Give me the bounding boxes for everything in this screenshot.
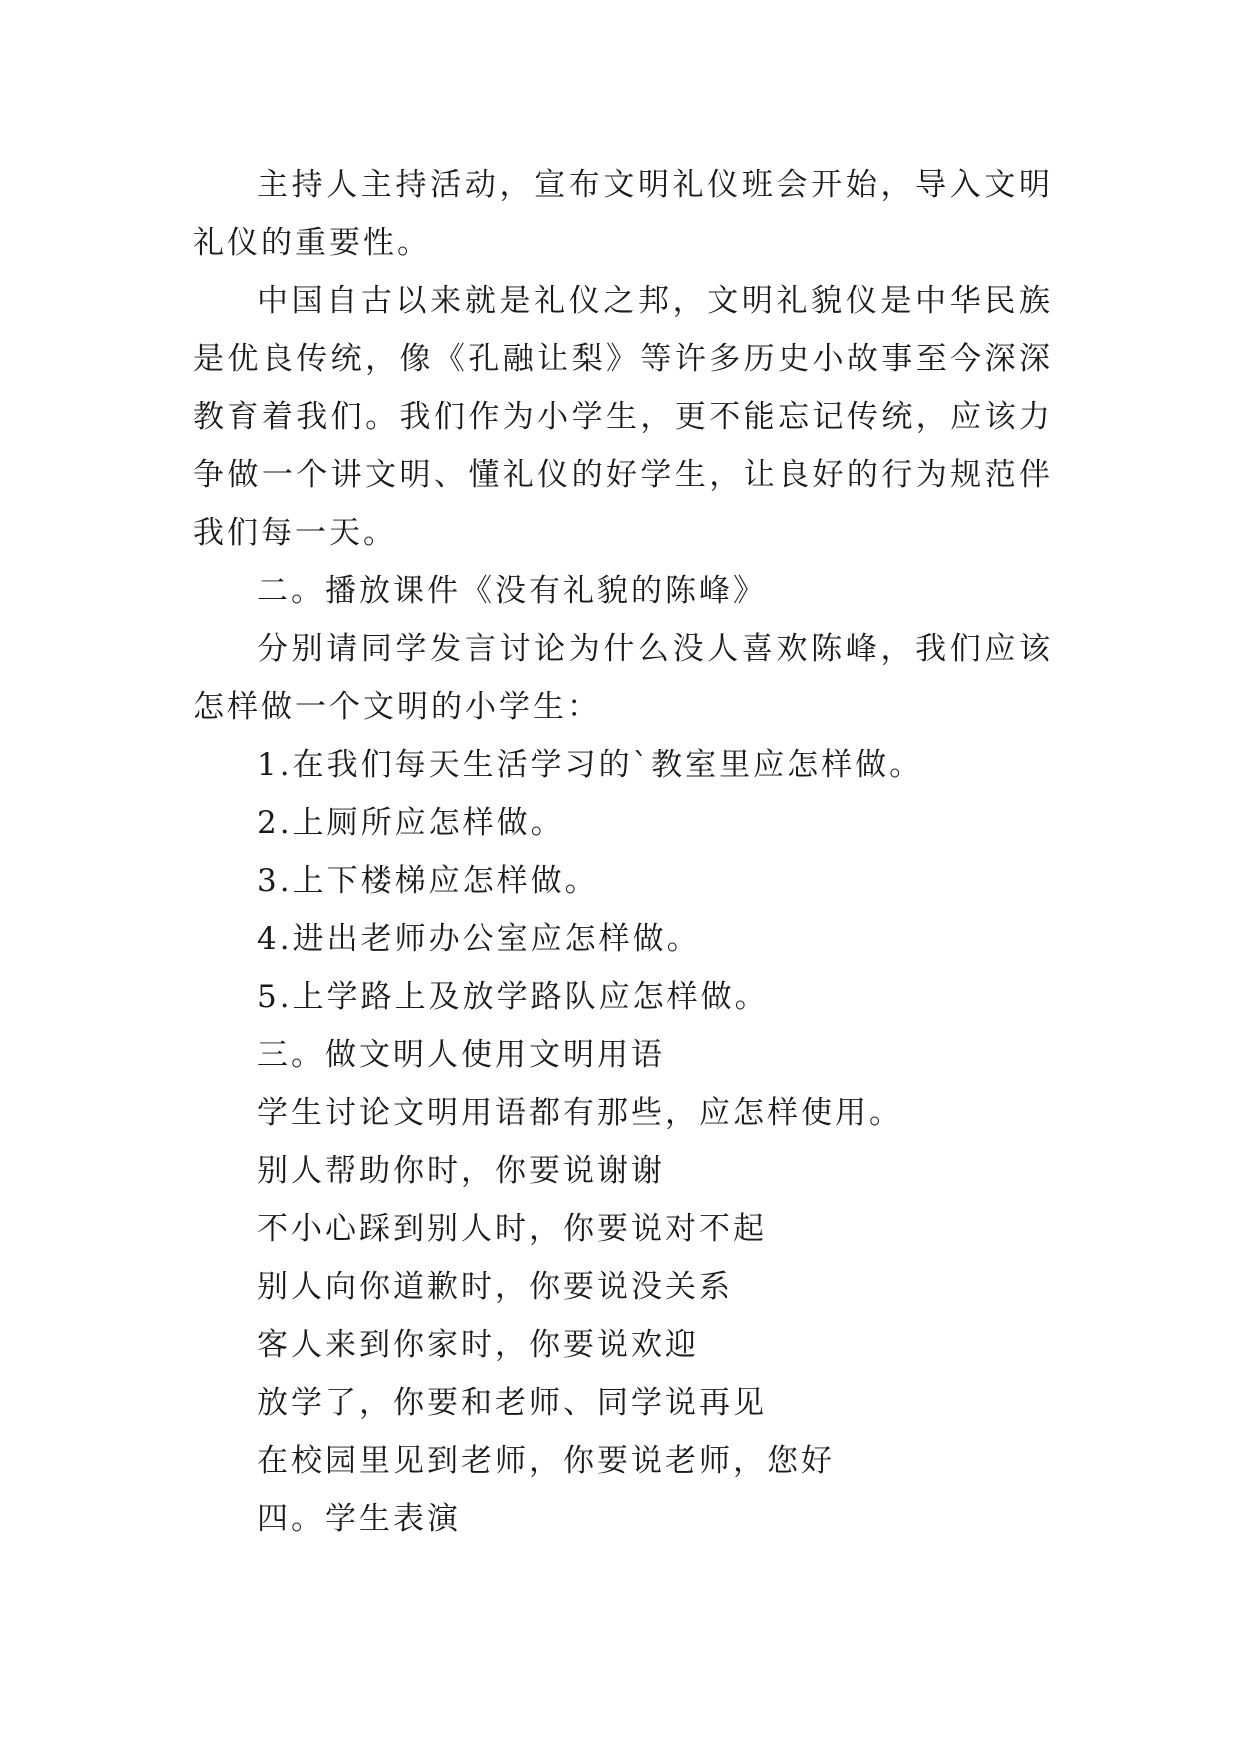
phrase-line: 在校园里见到老师，你要说老师，您好 bbox=[257, 1443, 835, 1479]
paragraph-line: 学生讨论文明用语都有那些，应怎样使用。 bbox=[257, 1095, 903, 1131]
list-item: 2.上厕所应怎样做。 bbox=[257, 805, 565, 841]
paragraph-tradition: 中国自古以来就是礼仪之邦，文明礼貌仪是中华民族是优良传统，像《孔融让梨》等许多历史小故事至今深深教育着我们。我们作为小学生，更不能忘记传统，应该力争做一个讲文明、懂礼仪的好学生，让良好的行为规范伴我们每一天。 bbox=[193, 283, 1053, 551]
list-item: 5.上学路上及放学路队应怎样做。 bbox=[257, 979, 769, 1015]
paragraph-discussion: 分别请同学发言讨论为什么没人喜欢陈峰，我们应该怎样做一个文明的小学生： bbox=[193, 631, 1053, 725]
phrase-line: 别人帮助你时，你要说谢谢 bbox=[257, 1153, 665, 1189]
phrase-line: 别人向你道歉时，你要说没关系 bbox=[257, 1269, 733, 1305]
document-body bbox=[193, 156, 1053, 1548]
phrase-line: 不小心踩到别人时，你要说对不起 bbox=[257, 1211, 767, 1247]
section-heading-4: 四。学生表演 bbox=[257, 1501, 461, 1537]
list-item: 3.上下楼梯应怎样做。 bbox=[257, 863, 599, 899]
list-item: 4.进出老师办公室应怎样做。 bbox=[257, 921, 701, 957]
paragraph-intro: 主持人主持活动，宣布文明礼仪班会开始，导入文明礼仪的重要性。 bbox=[193, 167, 1053, 261]
section-heading-2: 二。播放课件《没有礼貌的陈峰》 bbox=[257, 573, 767, 609]
section-heading-3: 三。做文明人使用文明用语 bbox=[257, 1037, 665, 1073]
list-item: 1.在我们每天生活学习的`教室里应怎样做。 bbox=[257, 747, 924, 783]
phrase-line: 放学了，你要和老师、同学说再见 bbox=[257, 1385, 767, 1421]
phrase-line: 客人来到你家时，你要说欢迎 bbox=[257, 1327, 699, 1363]
